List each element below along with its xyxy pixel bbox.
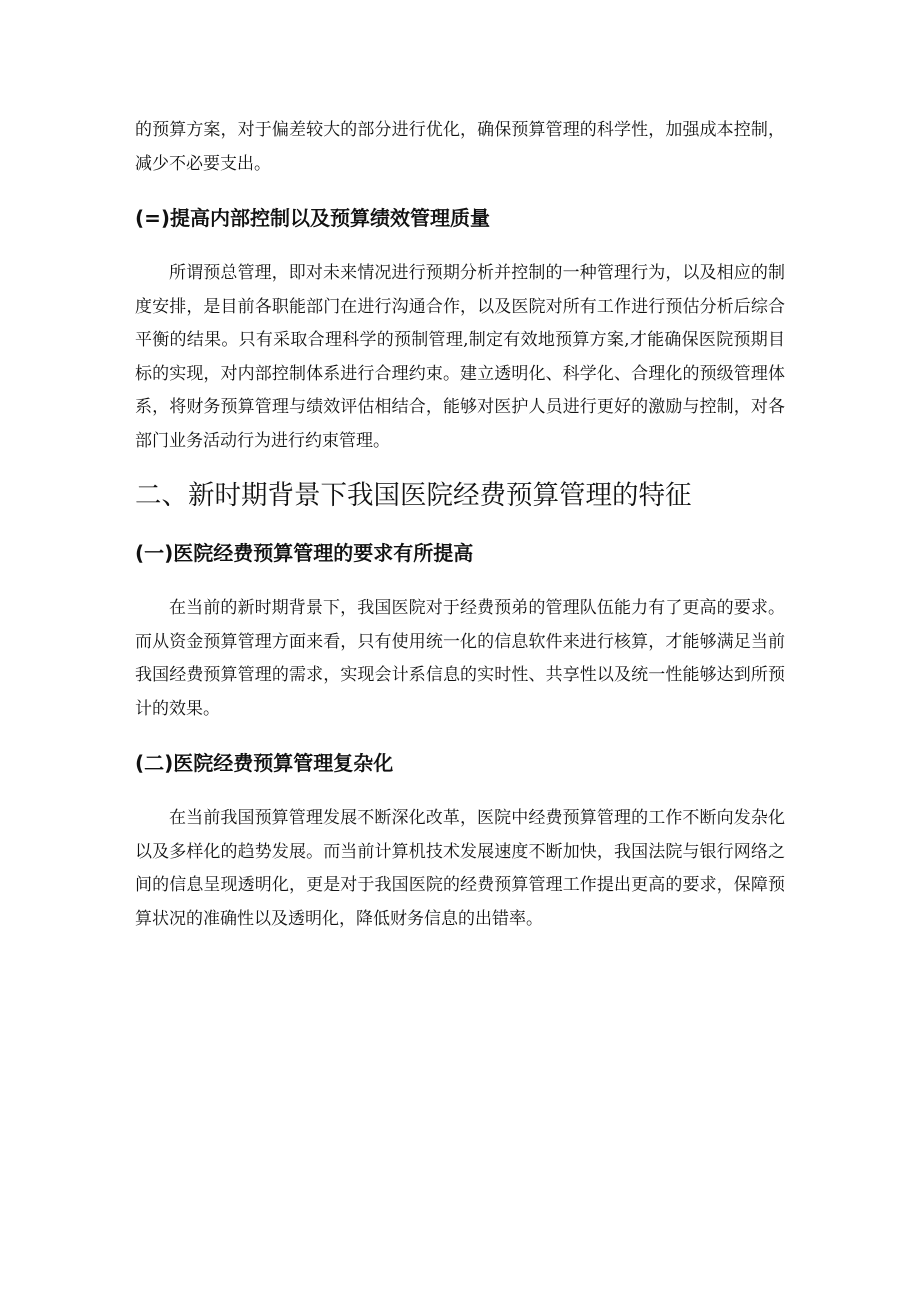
heading-requirements: (一)医院经费预算管理的要求有所提高 [135,541,474,565]
intro-paragraph: 的预算方案，对于偏差较大的部分进行优化，确保预算管理的科学性，加强成本控制，减少不必要支出。 [135,120,785,174]
complexity-paragraph: 在当前我国预算管理发展不断深化改革，医院中经费预算管理的工作不断向发杂化以及多样化的趋势发展。而当前计算机技术发展速度不断加快，我国法院与银行网络之间的信息呈现透明化，更是对于我国医院的经费预算管理工作提出更高的要求，保障预算状况的准确性以及透明化，降低财务信息的出错率。 [135,808,785,929]
internal-control-paragraph: 所谓预总管理，即对未来情况进行预期分析并控制的一种管理行为，以及相应的制度安排，是目前各职能部门在进行沟通合作，以及医院对所有工作进行预估分析后综合平衡的结果。只有采取合理科学的预制管理,制定有效地预算方案,才能确保医院预期目标的实现，对内部控制体系进行合理约束。建立透明化、科学化、合理化的预级管理体系，将财务预算管理与绩效评估相结合，能够对医护人员进行更好的激励与控制，对各部门业务活动行为进行约束管理。 [135,263,785,451]
heading-internal-control: (=)提高内部控制以及预算绩效管理质量 [135,206,491,230]
section-title-characteristics: 二、新时期背景下我国医院经费预算管理的特征 [135,480,692,511]
heading-complexity: (二)医院经费预算管理复杂化 [135,751,394,775]
document-page [135,114,785,936]
requirements-paragraph: 在当前的新时期背景下，我国医院对于经费预弟的管理队伍能力有了更高的要求。而从资金预算管理方面来看，只有使用统一化的信息软件来进行核算，才能够满足当前我国经费预算管理的需求，实现会计系信息的实时性、共享性以及统一性能够达到所预计的效果。 [135,598,785,719]
